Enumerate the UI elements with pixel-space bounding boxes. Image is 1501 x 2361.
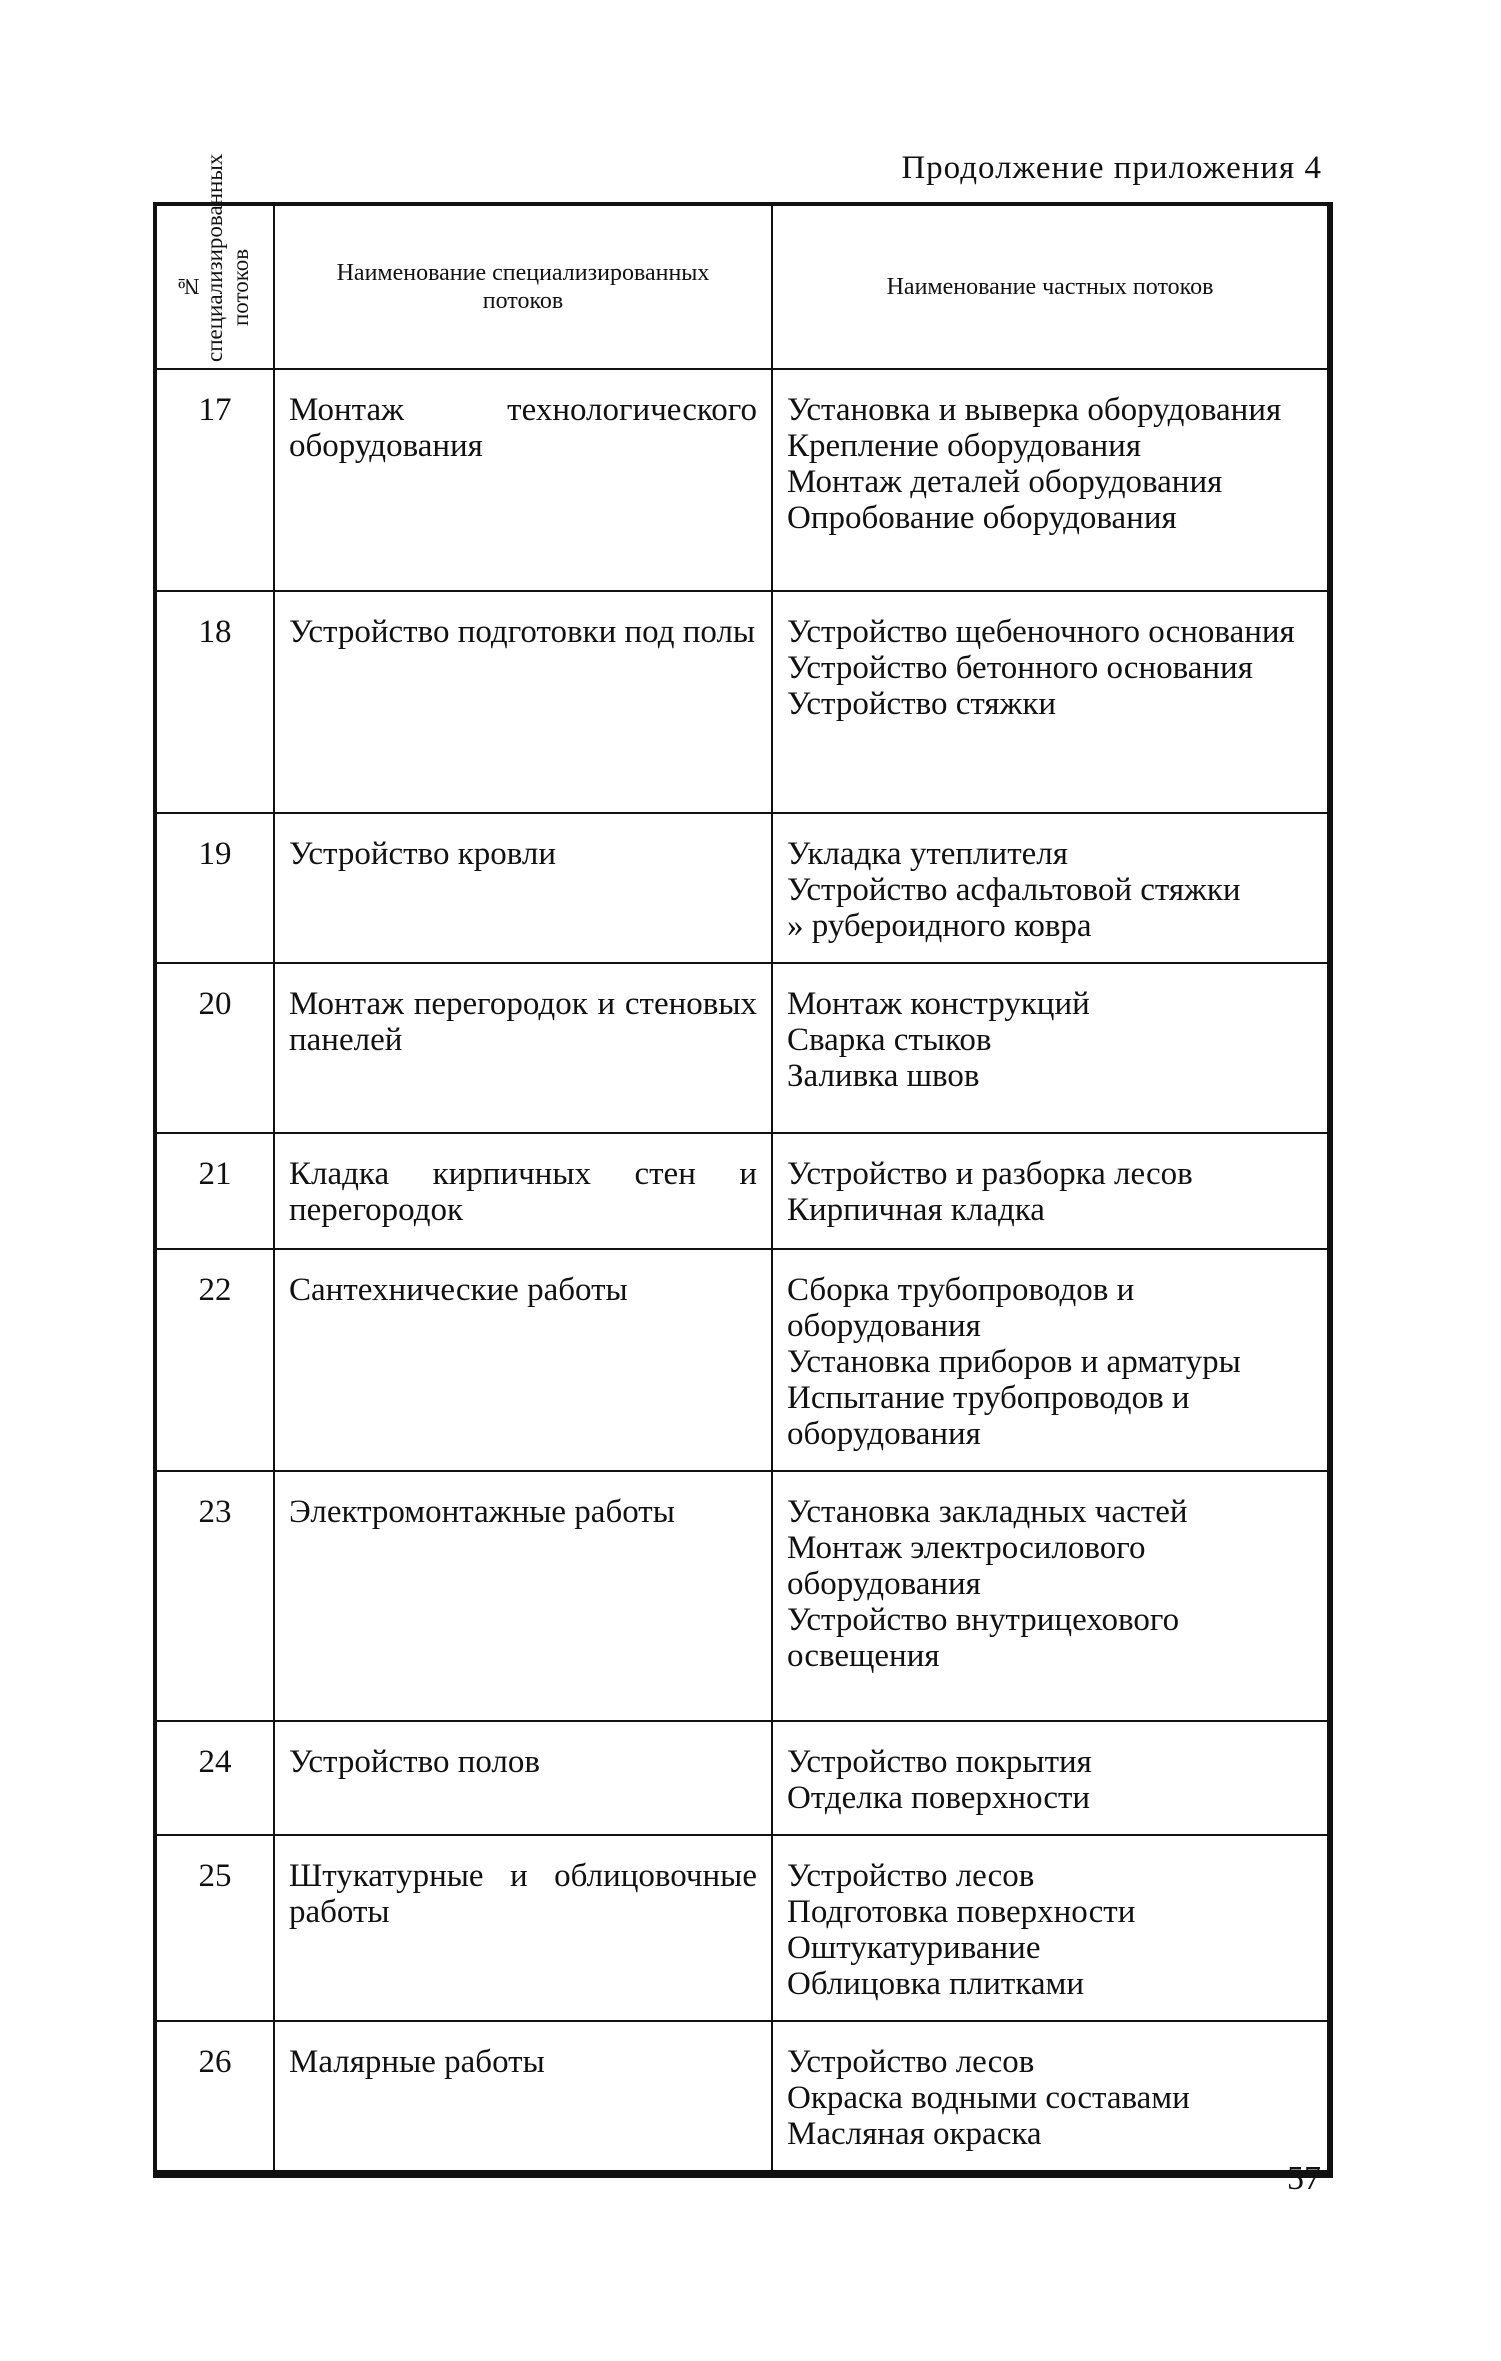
row-number: 22 xyxy=(157,1249,274,1471)
header-number xyxy=(157,153,274,369)
header-partial: Наименование частных потоков xyxy=(772,206,1327,369)
table-row xyxy=(157,591,1327,813)
partial-flow-name: Установка закладных частей xyxy=(787,1494,1188,1530)
table-caption: Продолжение приложения 4 xyxy=(901,150,1322,186)
partial-flow-name: Заливка швов xyxy=(787,1058,980,1094)
specialized-flow-cell xyxy=(274,1249,772,1471)
table-row xyxy=(157,1471,1327,1721)
partial-flows-cell xyxy=(772,2021,1327,2171)
partial-flow-name: Устройство стяжки xyxy=(787,686,1057,722)
specialized-flow-name: Монтаж технологического оборудования xyxy=(289,392,757,464)
partial-flow-name: » рубероидного ковра xyxy=(787,908,1092,944)
specialized-flow-name: Сантехнические работы xyxy=(289,1272,628,1308)
specialized-flow-name: Монтаж перегородок и стеновых панелей xyxy=(289,986,757,1058)
partial-flow-name: Монтаж конструкций xyxy=(787,986,1090,1022)
header-number-text: № специализированных потоков xyxy=(176,153,253,362)
row-number: 24 xyxy=(157,1721,274,1835)
row-number: 18 xyxy=(157,591,274,813)
partial-flow-name: Устройство внутрицехового освещения xyxy=(787,1602,1180,1674)
partial-flow-name: Оштукатуривание xyxy=(787,1930,1041,1966)
partial-flow-name: Облицовка плитками xyxy=(787,1966,1085,2002)
specialized-flow-cell xyxy=(274,813,772,963)
specialized-flow-cell xyxy=(274,1471,772,1721)
specialized-flow-cell xyxy=(274,591,772,813)
partial-flow-name: Сварка стыков xyxy=(787,1022,992,1058)
specialized-flow-name: Штукатурные и облицовочные работы xyxy=(289,1858,757,1930)
partial-flow-name: Устройство лесов xyxy=(787,2044,1035,2080)
specialized-flow-cell xyxy=(274,369,772,591)
partial-flow-name: Крепление оборудования xyxy=(787,428,1142,464)
partial-flow-name: Отделка поверхности xyxy=(787,1780,1091,1816)
specialized-flow-cell xyxy=(274,963,772,1133)
specialized-flow-name: Малярные работы xyxy=(289,2044,545,2080)
partial-flow-name: Устройство покрытия xyxy=(787,1744,1092,1780)
table-row xyxy=(157,1249,1327,1471)
partial-flow-name: Окраска водными составами xyxy=(787,2080,1190,2116)
row-number: 23 xyxy=(157,1471,274,1721)
partial-flow-name: Испытание трубопроводов и оборудования xyxy=(787,1380,1190,1452)
table-row xyxy=(157,2021,1327,2171)
partial-flow-name: Опробование оборудования xyxy=(787,500,1177,536)
page-number: 57 xyxy=(1287,2160,1321,2197)
partial-flow-name: Устройство лесов xyxy=(787,1858,1035,1894)
partial-flow-name: Подготовка поверхности xyxy=(787,1894,1136,1930)
partial-flow-name: Устройство щебеночного основания xyxy=(787,614,1295,650)
row-number: 17 xyxy=(157,369,274,591)
specialized-flow-name: Кладка кирпичных стен и перегородок xyxy=(289,1156,757,1228)
table-row xyxy=(157,369,1327,591)
partial-flows-cell xyxy=(772,1835,1327,2021)
partial-flows-cell xyxy=(772,813,1327,963)
header-specialized: Наименование специализированных потоков xyxy=(274,206,772,369)
table-row xyxy=(157,1133,1327,1249)
row-number: 19 xyxy=(157,813,274,963)
partial-flows-cell xyxy=(772,1721,1327,1835)
partial-flow-name: Устройство бетонного основания xyxy=(787,650,1253,686)
partial-flow-name: Сборка трубопроводов и оборудования xyxy=(787,1272,1135,1344)
partial-flows-cell xyxy=(772,1249,1327,1471)
row-number: 26 xyxy=(157,2021,274,2171)
partial-flows-cell xyxy=(772,369,1327,591)
partial-flows-cell xyxy=(772,591,1327,813)
row-number: 20 xyxy=(157,963,274,1133)
partial-flow-name: Монтаж электросилового оборудования xyxy=(787,1530,1146,1602)
specialized-flow-cell xyxy=(274,2021,772,2171)
row-number: 25 xyxy=(157,1835,274,2021)
partial-flow-name: Устройство асфальтовой стяжки xyxy=(787,872,1241,908)
partial-flows-cell xyxy=(772,1133,1327,1249)
partial-flow-name: Установка приборов и арматуры xyxy=(787,1344,1241,1380)
partial-flow-name: Монтаж деталей оборудования xyxy=(787,464,1223,500)
specialized-flow-cell xyxy=(274,1835,772,2021)
specialized-flow-name: Устройство подготовки под полы xyxy=(289,614,756,650)
table-row xyxy=(157,813,1327,963)
partial-flow-name: Установка и выверка оборудования xyxy=(787,392,1282,428)
partial-flow-name: Укладка утеплителя xyxy=(787,836,1068,872)
partial-flows-cell xyxy=(772,963,1327,1133)
specialized-flow-cell xyxy=(274,1721,772,1835)
table-row xyxy=(157,963,1327,1133)
specialized-flow-name: Устройство кровли xyxy=(289,836,557,872)
table-body xyxy=(157,369,1327,2171)
specialized-flow-name: Электромонтажные работы xyxy=(289,1494,675,1530)
specialized-flow-name: Устройство полов xyxy=(289,1744,540,1780)
row-number: 21 xyxy=(157,1133,274,1249)
partial-flow-name: Кирпичная кладка xyxy=(787,1192,1045,1228)
partial-flow-name: Устройство и разборка лесов xyxy=(787,1156,1193,1192)
partial-flow-name: Масляная окраска xyxy=(787,2116,1042,2152)
table-row xyxy=(157,1835,1327,2021)
table-row xyxy=(157,1721,1327,1835)
partial-flows-cell xyxy=(772,1471,1327,1721)
table-header-row xyxy=(157,206,1327,369)
specialized-flow-cell xyxy=(274,1133,772,1249)
